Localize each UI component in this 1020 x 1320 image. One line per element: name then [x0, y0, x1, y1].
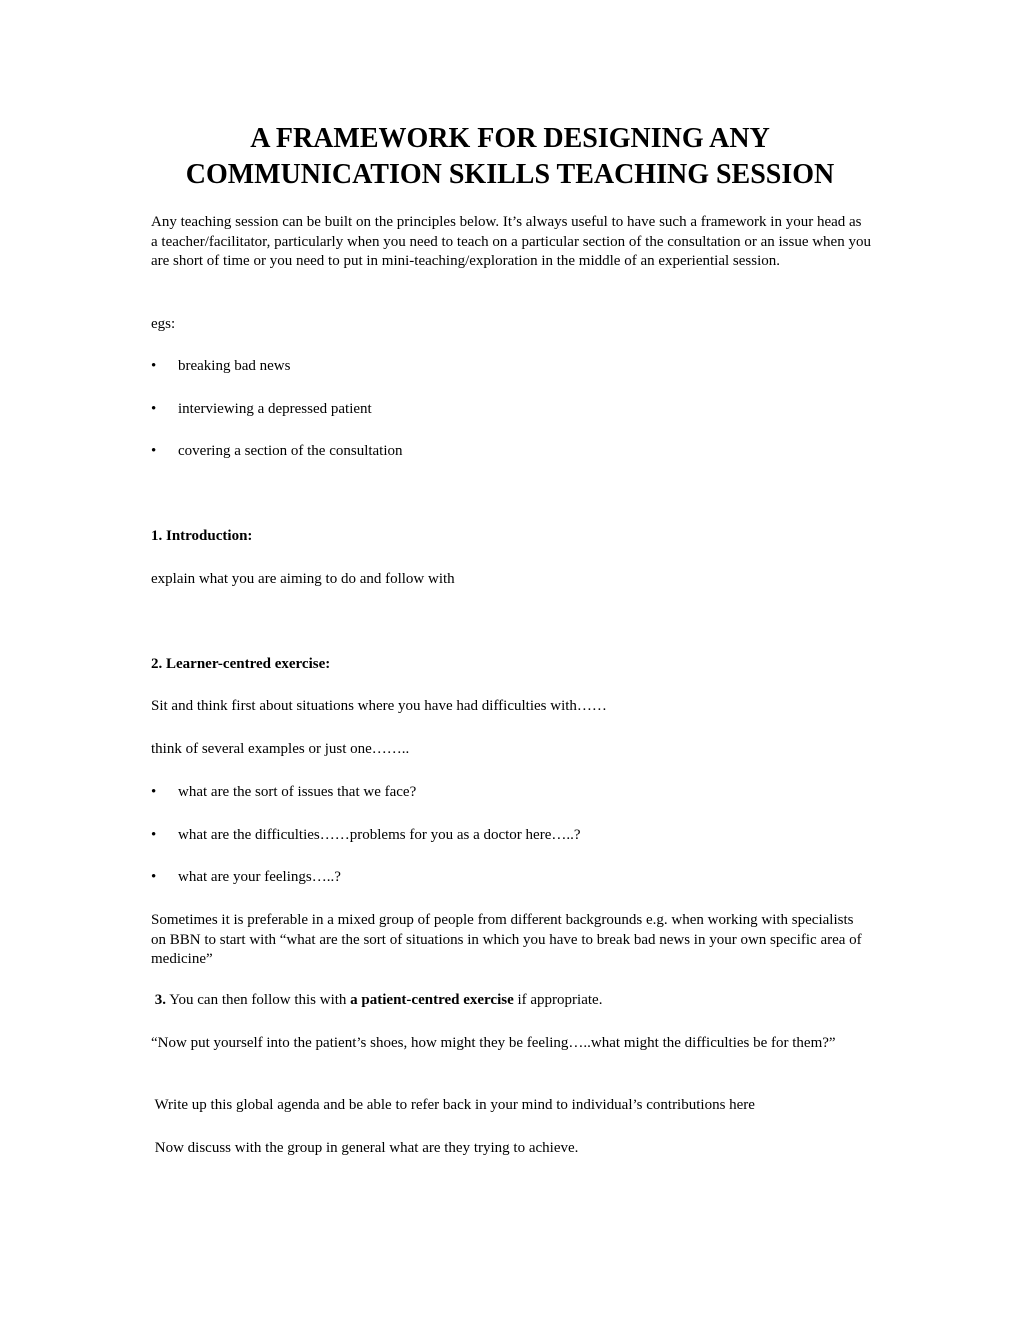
section-1-heading: 1. Introduction: — [151, 528, 253, 544]
intro-paragraph: Any teaching session can be built on the principles below. It’s always useful to have such a framework in your head as a teacher/facilitator, particularly when you need to teach on a particular section of the consultation or an issue when you are short of time or you need to put in mini-teaching/exploration in the middle of an experiential session. — [151, 214, 871, 269]
bullet-icon: • — [151, 443, 157, 459]
example-text: breaking bad news — [178, 358, 291, 374]
title-line-1: A FRAMEWORK FOR DESIGNING ANY — [250, 123, 770, 154]
example-text: covering a section of the consultation — [178, 443, 403, 459]
egs-label: egs: — [151, 316, 176, 332]
bullet-icon: • — [151, 827, 157, 843]
question-text: what are the difficulties……problems for you as a doctor here…..? — [178, 827, 581, 843]
section-3-discuss: Now discuss with the group in general what are they trying to achieve. — [151, 1140, 579, 1156]
title-line-2: COMMUNICATION SKILLS TEACHING SESSION — [185, 159, 835, 190]
section-3-line — [151, 991, 871, 1011]
section-3-lead: You can then follow this with — [166, 992, 351, 1008]
section-2-note: Sometimes it is preferable in a mixed group of people from different backgrounds e.g. when working with specialists on BBN to start with “what are the sort of situations in which you have to break bad news in your own specific area of medicine” — [151, 912, 862, 967]
section-1-text: explain what you are aiming to do and follow with — [151, 571, 455, 587]
section-2-heading: 2. Learner-centred exercise: — [151, 656, 331, 672]
section-3-emphasis: a patient-centred exercise — [350, 992, 514, 1008]
bullet-icon: • — [151, 784, 157, 800]
bullet-icon: • — [151, 401, 157, 417]
section-2-line-1: Sit and think first about situations where you have had difficulties with…… — [151, 698, 607, 714]
document-title — [100, 121, 920, 193]
section-3-tail: if appropriate. — [513, 992, 603, 1008]
section-3-quote: “Now put yourself into the patient’s shoes, how might they be feeling…..what might the difficulties be for them?” — [151, 1035, 836, 1051]
question-text: what are the sort of issues that we face? — [178, 784, 417, 800]
section-2-line-2: think of several examples or just one…….. — [151, 741, 410, 757]
question-text: what are your feelings…..? — [178, 869, 341, 885]
section-3-write-up: Write up this global agenda and be able to refer back in your mind to individual’s contributions here — [151, 1097, 755, 1113]
section-3-number: 3. — [154, 992, 166, 1008]
bullet-icon: • — [151, 358, 157, 374]
bullet-icon: • — [151, 869, 157, 885]
example-text: interviewing a depressed patient — [178, 401, 372, 417]
